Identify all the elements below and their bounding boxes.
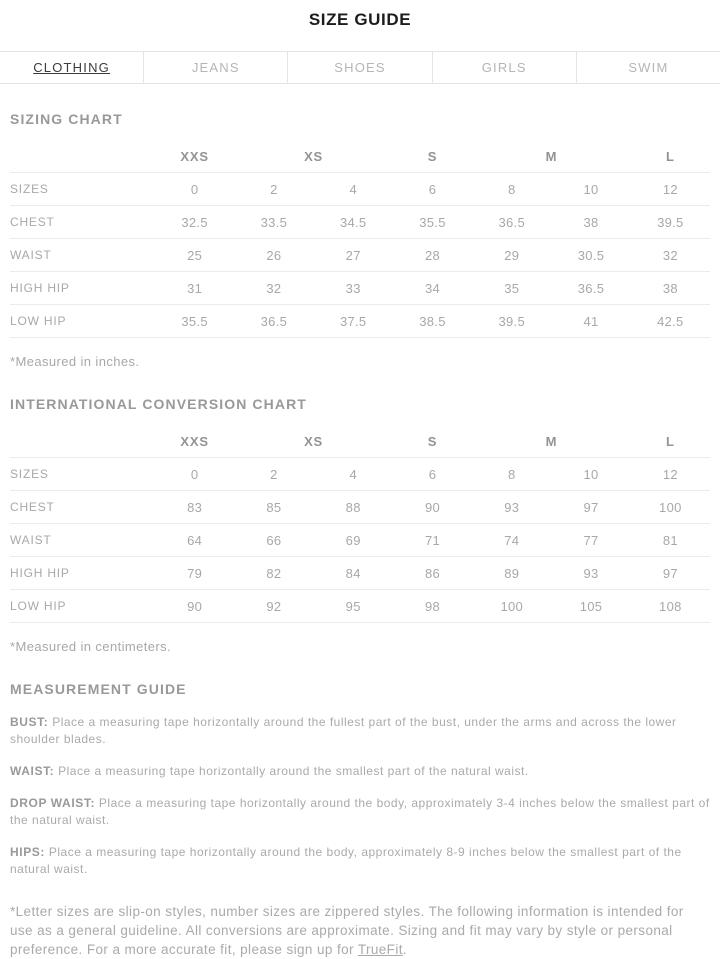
cell-value: 31 [155, 272, 234, 305]
table-row-low-hip [10, 590, 710, 623]
cell-value: 90 [155, 590, 234, 623]
conversion-chart-table [10, 425, 710, 623]
cell-value: 34.5 [314, 206, 393, 239]
cell-value: 36.5 [234, 305, 313, 338]
cell-value: 39.5 [472, 305, 551, 338]
guide-text: Place a measuring tape horizontally around the smallest part of the natural waist. [58, 764, 529, 778]
size-header-row [10, 425, 710, 458]
tab-girls[interactable] [433, 52, 577, 83]
tab-girls-label: GIRLS [481, 60, 527, 75]
guide-term: BUST: [10, 715, 49, 729]
category-tabs [0, 51, 720, 84]
page-title: SIZE GUIDE [308, 10, 412, 29]
sizing-chart-section [0, 111, 720, 369]
cell-value: 41 [551, 305, 630, 338]
tab-shoes-label: SHOES [334, 60, 386, 75]
cell-value: 93 [551, 557, 630, 590]
cell-value: 36.5 [472, 206, 551, 239]
table-row-low-hip [10, 305, 710, 338]
cell-value: 95 [314, 590, 393, 623]
measurement-guide-heading: MEASUREMENT GUIDE [10, 681, 187, 697]
row-label: LOW HIP [10, 590, 155, 623]
table-row-waist [10, 524, 710, 557]
cell-value: 71 [393, 524, 472, 557]
tab-jeans[interactable] [144, 52, 288, 83]
table-row-high-hip [10, 557, 710, 590]
row-label: CHEST [10, 491, 155, 524]
size-header-row [10, 140, 710, 173]
guide-item-hips [10, 844, 710, 878]
cell-value: 108 [631, 590, 710, 623]
cell-value: 64 [155, 524, 234, 557]
size-header-xs: XS [234, 425, 393, 458]
table-row-high-hip [10, 272, 710, 305]
cell-value: 30.5 [551, 239, 630, 272]
table-row-waist [10, 239, 710, 272]
cell-value: 34 [393, 272, 472, 305]
size-header-s: S [393, 425, 472, 458]
guide-text: Place a measuring tape horizontally around the body, approximately 8-9 inches below the smallest part of the natural waist. [10, 845, 682, 876]
conversion-chart-heading: INTERNATIONAL CONVERSION CHART [10, 396, 307, 412]
cell-value: 32.5 [155, 206, 234, 239]
cell-value: 38 [631, 272, 710, 305]
guide-item-waist [10, 763, 710, 780]
cell-value: 35.5 [155, 305, 234, 338]
sizing-chart-table [10, 140, 710, 338]
table-row-chest [10, 491, 710, 524]
cell-value: 36.5 [551, 272, 630, 305]
cell-value: 26 [234, 239, 313, 272]
size-header-xxs: XXS [155, 425, 234, 458]
cell-value: 42.5 [631, 305, 710, 338]
cell-value: 85 [234, 491, 313, 524]
guide-text: Place a measuring tape horizontally around the body, approximately 3-4 inches below the smallest part of the natural waist. [10, 796, 710, 827]
guide-term: WAIST: [10, 764, 55, 778]
truefit-link[interactable]: TrueFit [357, 942, 403, 957]
cell-value: 8 [472, 173, 551, 206]
tab-clothing[interactable] [0, 52, 144, 83]
cell-value: 97 [551, 491, 630, 524]
centimeters-footnote: *Measured in centimeters. [10, 639, 172, 654]
cell-value: 0 [155, 173, 234, 206]
size-header-m: M [472, 425, 631, 458]
cell-value: 89 [472, 557, 551, 590]
cell-value: 88 [314, 491, 393, 524]
cell-value: 12 [631, 458, 710, 491]
size-header-m: M [472, 140, 631, 173]
size-guide-page [0, 10, 720, 959]
cell-value: 6 [393, 173, 472, 206]
cell-value: 10 [551, 458, 630, 491]
cell-value: 105 [551, 590, 630, 623]
tab-swim[interactable] [577, 52, 720, 83]
cell-value: 83 [155, 491, 234, 524]
cell-value: 97 [631, 557, 710, 590]
cell-value: 82 [234, 557, 313, 590]
corner-cell [10, 425, 155, 458]
cell-value: 4 [314, 458, 393, 491]
guide-term: DROP WAIST: [10, 796, 96, 810]
tab-jeans-label: JEANS [191, 60, 240, 75]
row-label: WAIST [10, 524, 155, 557]
guide-item-bust [10, 714, 710, 748]
cell-value: 35.5 [393, 206, 472, 239]
cell-value: 93 [472, 491, 551, 524]
cell-value: 79 [155, 557, 234, 590]
size-header-l: L [631, 425, 710, 458]
cell-value: 69 [314, 524, 393, 557]
cell-value: 81 [631, 524, 710, 557]
guide-item-drop-waist [10, 795, 710, 829]
cell-value: 2 [234, 173, 313, 206]
cell-value: 6 [393, 458, 472, 491]
footer-text-before: *Letter sizes are slip-on styles, number sizes are zippered styles. The following information is intended for use as a general guideline. All conversions are approximate. Sizing and fit may vary by style or personal preference. For a more accurate fit, please sign up for [10, 904, 684, 957]
row-label: SIZES [10, 458, 155, 491]
cell-value: 74 [472, 524, 551, 557]
cell-value: 35 [472, 272, 551, 305]
row-label: HIGH HIP [10, 272, 155, 305]
table-row-chest [10, 206, 710, 239]
cell-value: 37.5 [314, 305, 393, 338]
cell-value: 33.5 [234, 206, 313, 239]
cell-value: 77 [551, 524, 630, 557]
cell-value: 90 [393, 491, 472, 524]
cell-value: 29 [472, 239, 551, 272]
row-label: WAIST [10, 239, 155, 272]
cell-value: 33 [314, 272, 393, 305]
size-header-xxs: XXS [155, 140, 234, 173]
inches-footnote: *Measured in inches. [10, 354, 140, 369]
row-label: HIGH HIP [10, 557, 155, 590]
cell-value: 27 [314, 239, 393, 272]
cell-value: 4 [314, 173, 393, 206]
cell-value: 28 [393, 239, 472, 272]
tab-swim-label: SWIM [628, 60, 669, 75]
cell-value: 38 [551, 206, 630, 239]
cell-value: 66 [234, 524, 313, 557]
cell-value: 98 [393, 590, 472, 623]
guide-term: HIPS: [10, 845, 46, 859]
cell-value: 92 [234, 590, 313, 623]
tab-clothing-label: CLOTHING [33, 60, 110, 75]
corner-cell [10, 140, 155, 173]
cell-value: 39.5 [631, 206, 710, 239]
tab-shoes[interactable] [288, 52, 432, 83]
cell-value: 32 [631, 239, 710, 272]
sizing-chart-heading: SIZING CHART [10, 111, 123, 127]
cell-value: 2 [234, 458, 313, 491]
cell-value: 86 [393, 557, 472, 590]
footer-note [10, 902, 710, 959]
footer-text-after: . [402, 942, 408, 957]
cell-value: 10 [551, 173, 630, 206]
cell-value: 32 [234, 272, 313, 305]
cell-value: 0 [155, 458, 234, 491]
size-header-xs: XS [234, 140, 393, 173]
row-label: SIZES [10, 173, 155, 206]
cell-value: 84 [314, 557, 393, 590]
conversion-chart-section [0, 396, 720, 654]
guide-text: Place a measuring tape horizontally around the fullest part of the bust, under the arms and across the lower shoulder blades. [10, 715, 677, 746]
row-label: CHEST [10, 206, 155, 239]
cell-value: 25 [155, 239, 234, 272]
row-label: LOW HIP [10, 305, 155, 338]
cell-value: 100 [631, 491, 710, 524]
size-header-l: L [631, 140, 710, 173]
cell-value: 100 [472, 590, 551, 623]
cell-value: 12 [631, 173, 710, 206]
cell-value: 38.5 [393, 305, 472, 338]
cell-value: 8 [472, 458, 551, 491]
size-header-s: S [393, 140, 472, 173]
table-row-sizes [10, 173, 710, 206]
measurement-guide-section [0, 681, 720, 878]
table-row-sizes [10, 458, 710, 491]
